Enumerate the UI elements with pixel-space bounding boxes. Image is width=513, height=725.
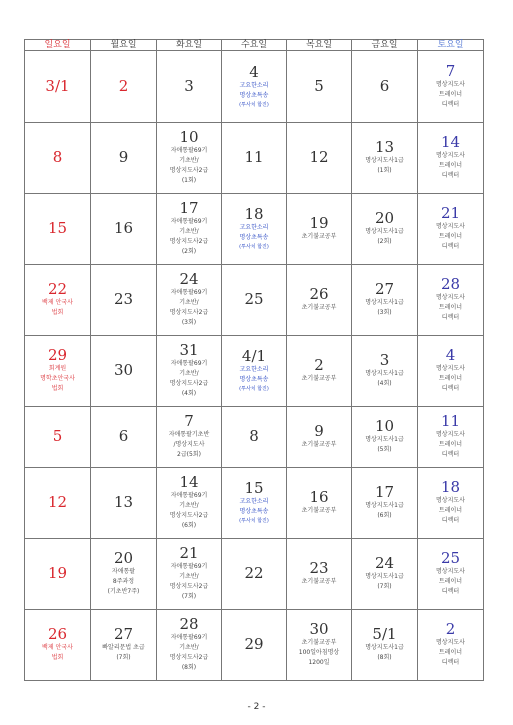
event-note: 트레이너 — [438, 507, 463, 514]
event-note: (투사치 합진) — [239, 386, 269, 392]
day-cell — [418, 336, 484, 407]
day-number: 11 — [440, 412, 461, 430]
event-note: 트레이너 — [438, 578, 463, 585]
event-note: 명상지도사2급 — [169, 238, 209, 245]
day-cell — [418, 51, 484, 123]
event-note: 1200일 — [308, 659, 330, 666]
day-cell — [91, 539, 157, 610]
event-note: 명상지도사2급 — [169, 512, 209, 519]
day-cell — [157, 468, 222, 539]
event-note: 회계원 — [48, 365, 67, 372]
event-note: (8회) — [377, 654, 392, 661]
day-number: 25 — [244, 290, 264, 308]
day-number: 13 — [113, 493, 134, 511]
day-cell — [287, 265, 352, 336]
event-note: 트레이너 — [438, 649, 463, 656]
week-row — [25, 51, 484, 123]
day-number: 24 — [179, 270, 199, 288]
day-number: 3 — [379, 351, 390, 369]
event-note: 자애통팔69기 — [170, 218, 208, 225]
week-row — [25, 265, 484, 336]
day-cell — [25, 123, 91, 194]
event-note: (1회) — [181, 177, 197, 184]
day-number: 6 — [379, 76, 390, 95]
day-number: 28 — [440, 275, 461, 293]
day-cell — [418, 123, 484, 194]
day-number: 5 — [314, 76, 324, 95]
event-note: (3회) — [181, 319, 197, 326]
event-note: 명상지도사1급 — [365, 502, 404, 509]
event-note: 디렉터 — [441, 172, 460, 179]
event-note: 초기불교공부 — [301, 507, 337, 514]
day-number: 21 — [440, 204, 461, 222]
weekday-header: 일요일 — [25, 40, 91, 51]
day-cell — [418, 407, 484, 468]
day-number: 29 — [47, 346, 68, 364]
day-cell — [352, 336, 418, 407]
event-note: (2회) — [377, 238, 392, 245]
day-number: 3/1 — [45, 76, 70, 95]
event-note: 명상초특송 — [239, 508, 269, 515]
event-note: 트레이너 — [438, 162, 463, 169]
event-note: 명상지도사1급 — [365, 157, 404, 164]
event-note: 명상지도사1급 — [365, 228, 404, 235]
event-note: 디렉터 — [441, 314, 460, 321]
event-note: 초기불교공부 — [301, 233, 337, 240]
event-note: 초기불교공부 — [301, 639, 337, 646]
day-cell — [287, 610, 352, 681]
event-note: 명상지도사1급 — [365, 436, 404, 443]
event-note: 초기불교공부 — [301, 304, 337, 311]
event-note: 명상초특송 — [239, 91, 269, 99]
event-note: 명상지도사2급 — [169, 309, 209, 316]
event-note: (투사치 합진) — [239, 518, 269, 524]
weekday-header: 토요일 — [418, 40, 484, 51]
day-number: 2 — [314, 356, 324, 374]
day-cell — [287, 194, 352, 265]
page-number: - 2 - — [247, 702, 266, 712]
day-number: 29 — [244, 635, 264, 653]
day-number: 24 — [374, 554, 395, 572]
event-note: 2급(5회) — [177, 451, 201, 458]
day-cell — [157, 610, 222, 681]
event-note: (2회) — [181, 248, 197, 255]
event-note: 기초반/ — [179, 502, 199, 509]
event-note: (8회) — [181, 664, 197, 671]
day-cell — [25, 407, 91, 468]
day-number: 25 — [440, 549, 461, 567]
day-number: 7 — [445, 61, 456, 80]
event-note: 명상지도사 — [436, 431, 465, 438]
day-number: 9 — [118, 148, 129, 166]
event-note: 트레이너 — [438, 304, 463, 311]
event-note: (1회) — [377, 167, 392, 174]
event-note: 자애통팔69기 — [170, 634, 208, 641]
event-note: 초기불교공부 — [301, 375, 337, 382]
event-note: 트레이너 — [438, 90, 463, 98]
event-note: 명상지도사 — [436, 80, 465, 88]
day-number: 5 — [52, 427, 63, 445]
day-number: 8 — [52, 148, 63, 166]
day-number: 15 — [244, 479, 264, 497]
day-number: 16 — [113, 219, 134, 237]
day-number: 14 — [440, 133, 461, 151]
day-cell — [157, 407, 222, 468]
day-number: 4 — [249, 62, 259, 81]
event-note: /명상지도사 — [173, 441, 205, 448]
day-cell — [287, 51, 352, 123]
day-number: 3 — [184, 76, 194, 95]
day-number: 22 — [244, 564, 264, 582]
day-cell — [222, 468, 287, 539]
day-cell — [25, 468, 91, 539]
day-cell — [157, 194, 222, 265]
event-note: 자애통팔69기 — [170, 360, 208, 367]
event-note: 디렉터 — [441, 100, 460, 108]
day-cell — [25, 194, 91, 265]
day-cell — [222, 610, 287, 681]
weekday-header: 월요일 — [91, 40, 157, 51]
day-cell — [91, 407, 157, 468]
day-number: 15 — [47, 219, 68, 237]
day-cell — [157, 123, 222, 194]
day-number: 2 — [118, 76, 129, 95]
day-number: 27 — [374, 280, 395, 298]
day-cell — [352, 194, 418, 265]
day-number: 23 — [309, 559, 329, 577]
day-number: 13 — [374, 138, 395, 156]
event-note: 자애통팔69기 — [170, 492, 208, 499]
day-cell — [287, 123, 352, 194]
event-note: (투사치 합진) — [239, 244, 269, 250]
event-note: 고요한소리 — [239, 366, 269, 373]
day-cell — [157, 336, 222, 407]
day-cell — [222, 51, 287, 123]
event-note: 명상지도사1급 — [365, 644, 404, 651]
event-note: 빠알리문법 초급 — [102, 644, 145, 651]
day-number: 8 — [249, 427, 259, 445]
week-row — [25, 123, 484, 194]
day-number: 2 — [445, 620, 456, 638]
event-note: 명상지도사1급 — [365, 370, 404, 377]
day-number: 30 — [113, 361, 134, 379]
day-cell — [352, 51, 418, 123]
event-note: 기초반/ — [179, 299, 199, 306]
day-number: 22 — [47, 280, 68, 298]
event-note: 명상초특송 — [239, 234, 269, 241]
day-cell — [352, 610, 418, 681]
event-note: 트레이너 — [438, 375, 463, 382]
day-number: 27 — [113, 625, 134, 643]
day-number: 7 — [184, 412, 194, 430]
day-number: 17 — [374, 483, 395, 501]
weekday-header-row — [25, 40, 484, 51]
day-cell — [91, 265, 157, 336]
day-cell — [25, 265, 91, 336]
event-note: 고요한소리 — [239, 224, 269, 231]
event-note: 명상지도사 — [436, 568, 465, 575]
day-number: 14 — [179, 473, 199, 491]
event-note: 법회 — [51, 385, 64, 392]
day-number: 5/1 — [372, 625, 397, 643]
event-note: 디렉터 — [441, 451, 460, 458]
event-note: 명상지도사 — [436, 365, 465, 372]
day-number: 17 — [179, 199, 199, 217]
day-cell — [25, 51, 91, 123]
day-number: 26 — [47, 625, 68, 643]
day-number: 26 — [309, 285, 329, 303]
event-note: (6회) — [377, 512, 392, 519]
event-note: (6회) — [181, 522, 197, 529]
weekday-header: 목요일 — [287, 40, 352, 51]
event-note: 디렉터 — [441, 385, 460, 392]
week-row — [25, 194, 484, 265]
day-cell — [287, 407, 352, 468]
event-note: 법회 — [51, 654, 64, 661]
event-note: 디렉터 — [441, 659, 460, 666]
event-note: 백제 안국사 — [42, 644, 73, 651]
day-cell — [91, 123, 157, 194]
weekday-header: 수요일 — [222, 40, 287, 51]
event-note: 명상지도사 — [436, 294, 465, 301]
event-note: 기초반/ — [179, 157, 199, 164]
event-note: 초기불교공부 — [301, 441, 337, 448]
event-note: 법회 — [51, 309, 64, 316]
day-cell — [91, 194, 157, 265]
week-row — [25, 336, 484, 407]
event-note: (기초반7주) — [107, 588, 140, 595]
day-cell — [91, 336, 157, 407]
week-row — [25, 610, 484, 681]
event-note: 디렉터 — [441, 588, 460, 595]
day-cell — [418, 539, 484, 610]
day-number: 23 — [113, 290, 134, 308]
event-note: 자애통팔69기 — [170, 563, 208, 570]
day-cell — [352, 468, 418, 539]
day-number: 20 — [374, 209, 395, 227]
event-note: 기초반/ — [179, 644, 199, 651]
day-cell — [25, 610, 91, 681]
day-number: 28 — [179, 615, 199, 633]
day-number: 10 — [374, 417, 395, 435]
week-row — [25, 539, 484, 610]
day-cell — [25, 336, 91, 407]
day-number: 9 — [314, 422, 324, 440]
day-cell — [222, 407, 287, 468]
weekday-header: 금요일 — [352, 40, 418, 51]
day-cell — [287, 336, 352, 407]
day-number: 18 — [440, 478, 461, 496]
day-cell — [157, 265, 222, 336]
day-number: 12 — [47, 493, 68, 511]
day-cell — [222, 123, 287, 194]
event-note: 디렉터 — [441, 517, 460, 524]
day-cell — [352, 265, 418, 336]
day-number: 6 — [118, 427, 129, 445]
day-cell — [287, 468, 352, 539]
day-cell — [418, 468, 484, 539]
event-note: (5회) — [377, 446, 392, 453]
day-number: 31 — [179, 341, 199, 359]
event-note: 명상지도사2급 — [169, 167, 209, 174]
day-cell — [352, 407, 418, 468]
day-cell — [91, 468, 157, 539]
day-number: 21 — [179, 544, 199, 562]
event-note: 명상초특송 — [239, 376, 269, 383]
week-row — [25, 407, 484, 468]
event-note: 명학초안국사 — [40, 375, 75, 382]
day-number: 4/1 — [241, 347, 267, 365]
day-number: 30 — [309, 620, 329, 638]
day-cell — [352, 123, 418, 194]
event-note: (7회) — [181, 593, 197, 600]
event-note: 기초반/ — [179, 228, 199, 235]
day-cell — [157, 51, 222, 123]
event-note: 자애통팔기초반 — [168, 431, 210, 438]
day-number: 19 — [309, 214, 329, 232]
event-note: 명상지도사 — [436, 639, 465, 646]
event-note: 명상지도사 — [436, 497, 465, 504]
event-note: 명상지도사1급 — [365, 573, 404, 580]
day-cell — [222, 336, 287, 407]
event-note: 기초반/ — [179, 370, 199, 377]
day-cell — [352, 539, 418, 610]
day-cell — [91, 610, 157, 681]
day-cell — [91, 51, 157, 123]
day-cell — [418, 610, 484, 681]
event-note: 초기불교공부 — [301, 578, 337, 585]
event-note: 8주과정 — [112, 578, 135, 585]
day-number: 4 — [445, 346, 456, 364]
day-number: 19 — [47, 564, 68, 582]
event-note: 백제 안국사 — [42, 299, 73, 306]
event-note: 명상지도사 — [436, 152, 465, 159]
day-number: 12 — [309, 148, 329, 166]
week-row — [25, 468, 484, 539]
day-cell — [222, 539, 287, 610]
day-number: 18 — [244, 205, 264, 223]
event-note: 트레이너 — [438, 441, 463, 448]
event-note: 자애통팔69기 — [170, 147, 208, 154]
event-note: 명상지도사2급 — [169, 583, 209, 590]
event-note: (7회) — [377, 583, 392, 590]
event-note: 자애통팔 — [111, 568, 136, 575]
event-note: (투사치 합진) — [239, 101, 269, 108]
day-number: 20 — [113, 549, 134, 567]
day-number: 16 — [309, 488, 329, 506]
day-cell — [222, 194, 287, 265]
day-cell — [157, 539, 222, 610]
weekday-header: 화요일 — [157, 40, 222, 51]
event-note: 명상지도사2급 — [169, 380, 209, 387]
day-number: 11 — [244, 148, 264, 166]
event-note: 명상지도사2급 — [169, 654, 209, 661]
event-note: (4회) — [181, 390, 197, 397]
event-note: (7회) — [116, 654, 131, 661]
day-cell — [222, 265, 287, 336]
event-note: (3회) — [377, 309, 392, 316]
event-note: 기초반/ — [179, 573, 199, 580]
calendar-table — [24, 39, 484, 681]
day-cell — [287, 539, 352, 610]
day-cell — [418, 194, 484, 265]
event-note: 트레이너 — [438, 233, 463, 240]
event-note: 고요한소리 — [239, 498, 269, 505]
event-note: 명상지도사1급 — [365, 299, 404, 306]
day-number: 10 — [179, 128, 199, 146]
event-note: 자애통팔69기 — [170, 289, 208, 296]
day-cell — [25, 539, 91, 610]
day-cell — [418, 265, 484, 336]
event-note: 디렉터 — [441, 243, 460, 250]
event-note: 고요한소리 — [239, 81, 269, 89]
event-note: 100일아침명상 — [298, 649, 340, 656]
event-note: 명상지도사 — [436, 223, 465, 230]
event-note: (4회) — [377, 380, 392, 387]
